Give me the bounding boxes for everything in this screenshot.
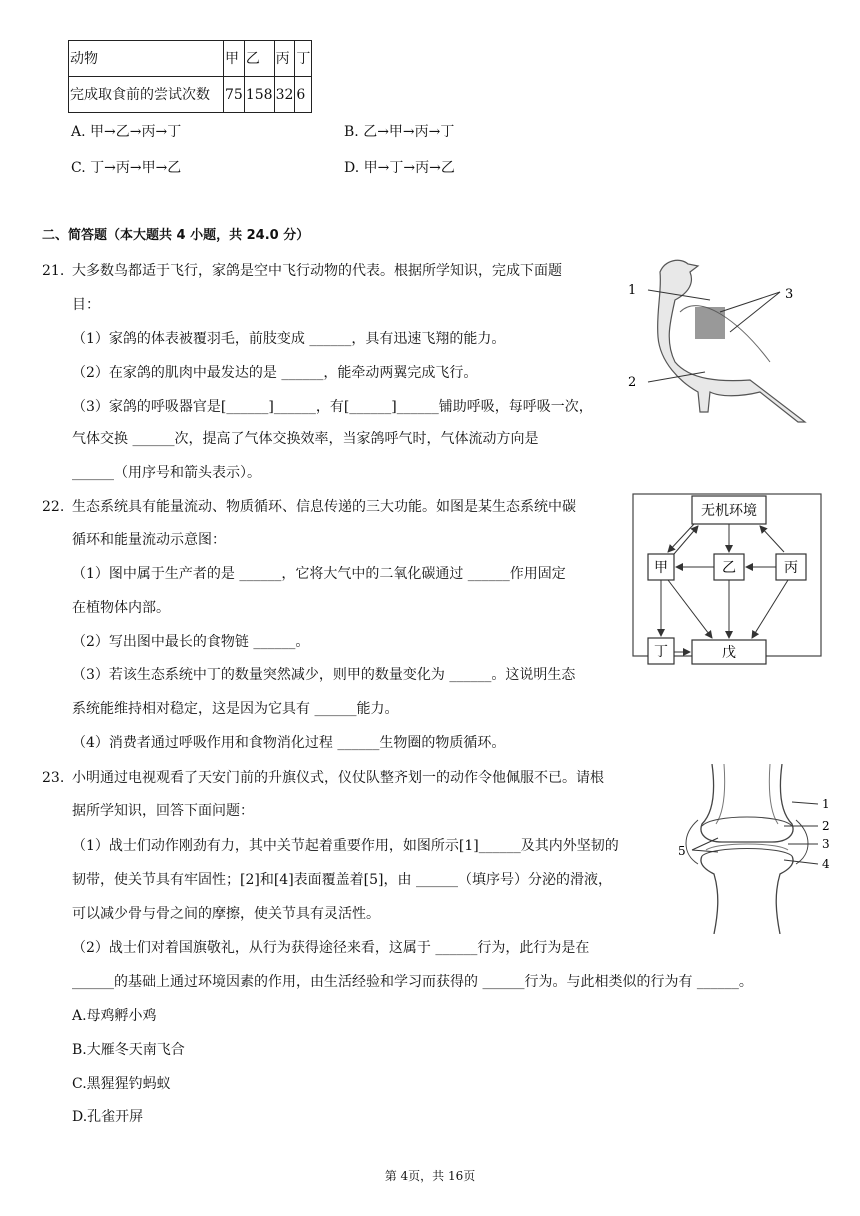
figure-label: 1 xyxy=(822,797,830,811)
option-d: D. 甲→丁→丙→乙 xyxy=(344,160,455,176)
node-yi: 乙 xyxy=(722,560,736,576)
table-row xyxy=(69,77,312,113)
table-cell: 甲 xyxy=(224,41,245,77)
table-cell: 完成取食前的尝试次数 xyxy=(69,77,224,113)
figure-label: 1 xyxy=(628,283,637,298)
figure-label: 4 xyxy=(822,857,830,871)
option-b: B.大雁冬天南飞合 xyxy=(72,1042,185,1058)
section-title: 二、简答题（本大题共 4 小题，共 24.0 分） xyxy=(42,228,310,243)
carbon-cycle-diagram xyxy=(632,490,824,680)
q23-line: 小明通过电视观看了天安门前的升旗仪式，仪仗队整齐划一的动作令他佩服不已。请根 xyxy=(72,770,604,786)
q23-line: 据所学知识，回答下面问题： xyxy=(72,803,254,819)
q23-line: ______的基础上通过环境因素的作用，由生活经验和学习而获得的 ______行为。与此相类似的行为有 ______。 xyxy=(72,974,753,990)
option-c: C.黑猩猩钓蚂蚁 xyxy=(72,1076,171,1092)
option-d: D.孔雀开屏 xyxy=(72,1109,144,1125)
figure-label: 2 xyxy=(822,819,830,833)
table-cell: 32 xyxy=(274,77,295,113)
q23-line: （2）战士们对着国旗敬礼，从行为获得途径来看，这属于 ______行为，此行为是在 xyxy=(72,940,590,956)
q22-line: （3）若该生态系统中丁的数量突然减少，则甲的数量变化为 ______。这说明生态 xyxy=(72,667,576,683)
animal-attempts-table xyxy=(68,40,312,113)
q21-line: （2）在家鸽的肌肉中最发达的是 ______，能牵动两翼完成飞行。 xyxy=(72,365,478,381)
q23-line: （1）战士们动作刚劲有力，其中关节起着重要作用，如图所示[1]______及其内外坚韧的 xyxy=(72,838,619,854)
q21-line: （3）家鸽的呼吸器官是[______]______，有[______]______铺助呼吸，每呼吸一次， xyxy=(72,399,593,415)
table-cell: 158 xyxy=(244,77,274,113)
table-cell: 75 xyxy=(224,77,245,113)
page-footer: 第 4页，共 16页 xyxy=(384,1169,476,1183)
node-inorganic-environment: 无机环境 xyxy=(701,503,757,519)
node-bing: 丙 xyxy=(784,560,798,576)
figure-label: 3 xyxy=(822,837,830,851)
option-c: C. 丁→丙→甲→乙 xyxy=(71,160,182,176)
q22-line: 生态系统具有能量流动、物质循环、信息传递的三大功能。如图是某生态系统中碳 xyxy=(72,499,576,515)
q22-line: 在植物体内部。 xyxy=(72,600,170,616)
option-b: B. 乙→甲→丙→丁 xyxy=(344,124,455,140)
q22-line: 系统能维持相对稳定，这是因为它具有 ______能力。 xyxy=(72,701,399,717)
question-number: 21. xyxy=(42,263,65,279)
q21-line: 目： xyxy=(72,297,100,313)
joint-figure xyxy=(672,764,832,934)
table-cell: 动物 xyxy=(69,41,224,77)
q21-line: ______（用序号和箭头表示）。 xyxy=(72,465,261,481)
q21-line: （1）家鸽的体表被覆羽毛，前肢变成 ______，具有迅速飞翔的能力。 xyxy=(72,331,506,347)
q23-line: 可以减少骨与骨之间的摩擦，使关节具有灵活性。 xyxy=(72,906,380,922)
q22-line: （4）消费者通过呼吸作用和食物消化过程 ______生物圈的物质循环。 xyxy=(72,735,506,751)
table-row xyxy=(69,41,312,77)
figure-label: 5 xyxy=(678,844,686,858)
question-number: 22. xyxy=(42,499,65,515)
option-a: A.母鸡孵小鸡 xyxy=(72,1008,157,1024)
table-cell: 6 xyxy=(295,77,312,113)
figure-label: 3 xyxy=(785,287,794,302)
node-ding: 丁 xyxy=(654,644,668,660)
table-cell: 丙 xyxy=(274,41,295,77)
question-number: 23. xyxy=(42,770,65,786)
q21-line: 大多数鸟都适于飞行，家鸽是空中飞行动物的代表。根据所学知识，完成下面题 xyxy=(72,263,562,279)
table-cell: 丁 xyxy=(295,41,312,77)
node-wu: 戊 xyxy=(722,645,736,661)
pigeon-figure xyxy=(620,252,820,424)
table-cell: 乙 xyxy=(244,41,274,77)
q22-line: （1）图中属于生产者的是 ______，它将大气中的二氧化碳通过 ______作用固定 xyxy=(72,566,566,582)
node-jia: 甲 xyxy=(654,560,668,576)
q22-line: （2）写出图中最长的食物链 ______。 xyxy=(72,634,310,650)
figure-label: 2 xyxy=(628,375,637,390)
q23-line: 韧带，使关节具有牢固性；[2]和[4]表面覆盖着[5]，由 ______（填序号）分泌的滑液， xyxy=(72,872,612,888)
option-a: A. 甲→乙→丙→丁 xyxy=(71,124,182,140)
q22-line: 循环和能量流动示意图： xyxy=(72,532,226,548)
q21-line: 气体交换 ______次，提高了气体交换效率，当家鸽呼气时，气体流动方向是 xyxy=(72,431,539,447)
